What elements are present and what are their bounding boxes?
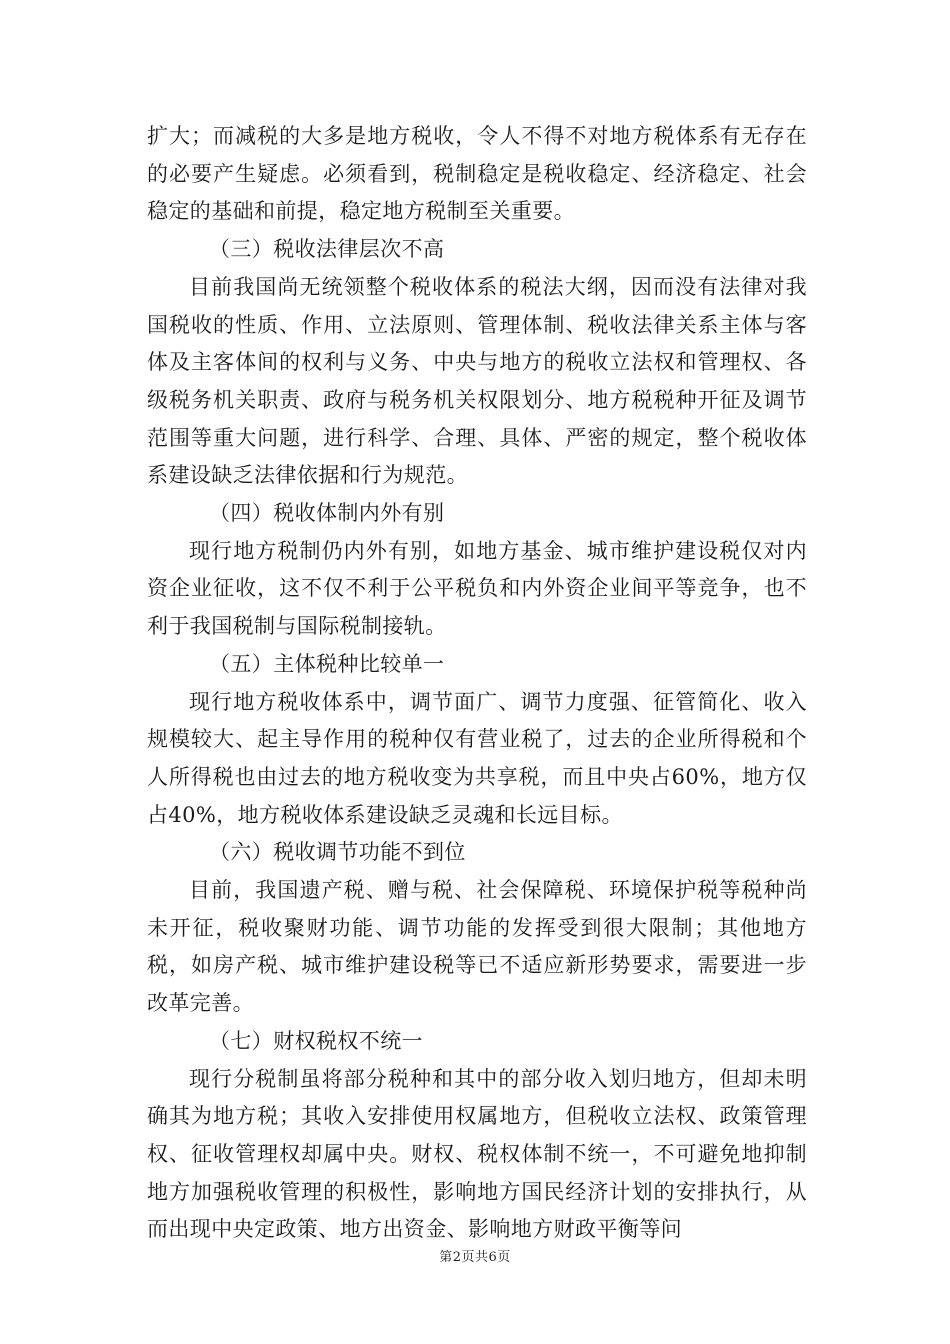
section-heading-7: （七）财权税权不统一: [209, 1028, 423, 1053]
section-heading-6: （六）税收调节功能不到位: [209, 840, 466, 865]
document-body: [147, 118, 807, 1249]
continuation-paragraph: 扩大；而减税的大多是地方税收，令人不得不对地方税体系有无存在的必要产生疑虑。必须看到，税制稳定是税收稳定、经济稳定、社会稳定的基础和前提，稳定地方税制至关重要。: [147, 124, 807, 224]
body-paragraph-7: 现行分税制虽将部分税种和其中的部分收入划归地方，但却未明确其为地方税；其收入安排使用权属地方，但税收立法权、政策管理权、征收管理权却属中央。财权、税权体制不统一，不可避免地抑制地方加强税收管理的积极性，影响地方国民经济计划的安排执行，从而出现中央定政策、地方出资金、影响地方财政平衡等问: [147, 1066, 807, 1242]
page-number-footer: 第2页共6页: [439, 1250, 511, 1265]
body-paragraph-4: 现行地方税制仍内外有别，如地方基金、城市维护建设税仅对内资企业征收，这不仅不利于公平税负和内外资企业间平等竞争，也不利于我国税制与国际税制接轨。: [147, 538, 807, 639]
body-paragraph-3: 目前我国尚无统领整个税收体系的税法大纲，因而没有法律对我国税收的性质、作用、立法原则、管理体制、税收法律关系主体与客体及主客体间的权利与义务、中央与地方的税收立法权和管理权、各级税务机关职责、政府与税务机关权限划分、地方税税种开征及调节范围等重大问题，进行科学、合理、具体、严密的规定，整个税收体系建设缺乏法律依据和行为规范。: [147, 274, 807, 488]
section-heading-3: （三）税收法律层次不高: [209, 237, 445, 262]
section-heading-5: （五）主体税种比较单一: [209, 651, 445, 676]
section-heading-4: （四）税收体制内外有别: [209, 501, 445, 526]
body-paragraph-5: 现行地方税收体系中，调节面广、调节力度强、征管简化、收入规模较大、起主导作用的税种仅有营业税了，过去的企业所得税和个人所得税也由过去的地方税收变为共享税，而且中央占60%，地方仅占40%，地方税收体系建设缺乏灵魂和长远目标。: [147, 689, 807, 827]
body-paragraph-6: 目前，我国遗产税、赠与税、社会保障税、环境保护税等税种尚未开征，税收聚财功能、调节功能的发挥受到很大限制；其他地方税，如房产税、城市维护建设税等已不适应新形势要求，需要进一步改革完善。: [147, 878, 807, 1016]
